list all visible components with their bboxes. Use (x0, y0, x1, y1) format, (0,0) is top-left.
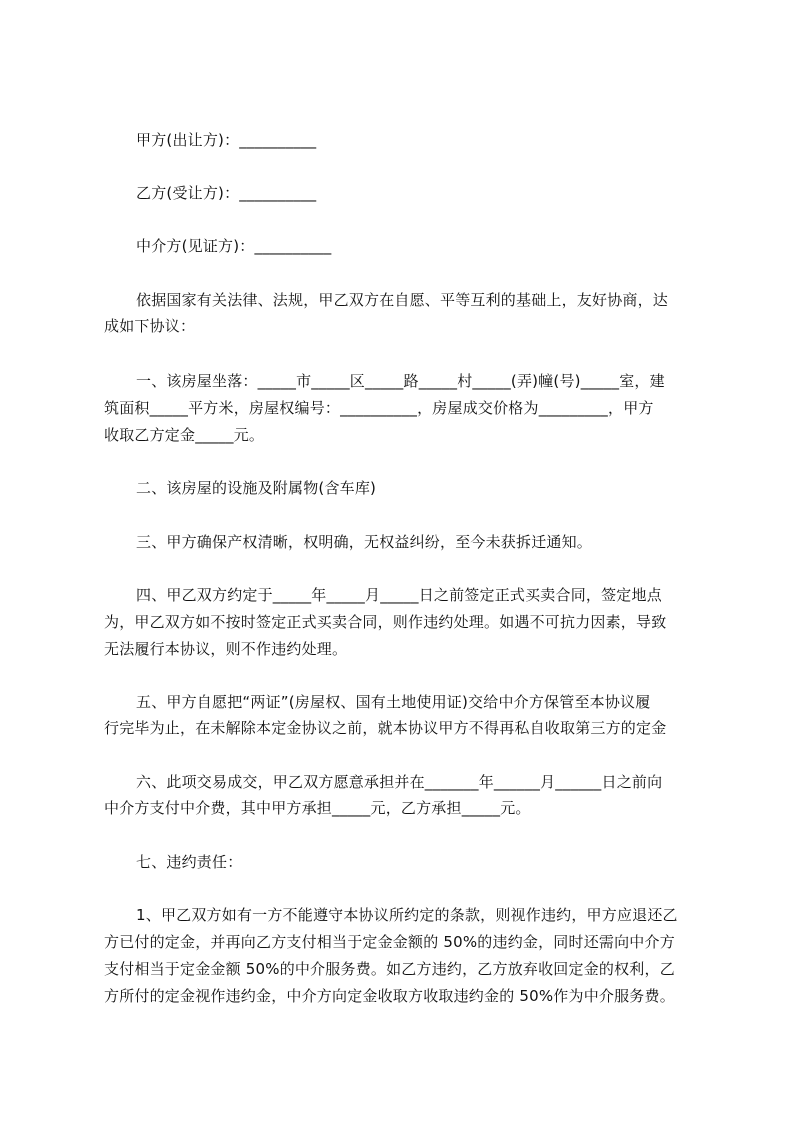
clause-2-line-1: 二、该房屋的设施及附属物(含车库) (136, 479, 377, 497)
clause-1-line-3: 收取乙方定金_____元。 (104, 426, 265, 444)
clause-1-line-2: 筑面积_____平方米，房屋权编号：__________，房屋成交价格为_________，甲方 (104, 399, 654, 417)
clause-3-line-1: 三、甲方确保产权清晰，权明确，无权益纠纷，至今未获拆迁通知。 (136, 533, 593, 551)
clause-4-line-1: 四、甲乙双方约定于_____年_____月_____日之前签定正式买卖合同，签定地点 (136, 586, 662, 604)
clause-5-line-2: 行完毕为止，在未解除本定金协议之前，就本协议甲方不得再私自收取第三方的定金 (104, 719, 667, 737)
intro-line-2: 成如下协议： (104, 317, 196, 335)
agent-line: 中介方(见证方)：__________ (136, 237, 332, 255)
clause-4-line-3: 无法履行本协议，则不作违约处理。 (104, 640, 348, 658)
clause-1-line-1: 一、该房屋坐落：_____市_____区_____路_____村_____(弄)幢(号)_____室，建 (136, 372, 665, 390)
clause-7-item-1-line-2: 方已付的定金，并再向乙方支付相当于定金金额的 50%的违约金，同时还需向中介方 (104, 933, 675, 951)
party-b-line: 乙方(受让方)：__________ (136, 184, 317, 202)
clause-6-line-2: 中介方支付中介费，其中甲方承担_____元，乙方承担_____元。 (104, 799, 531, 817)
intro-line-1: 依据国家有关法律、法规，甲乙双方在自愿、平等互利的基础上，友好协商，达 (136, 291, 669, 309)
party-a-line: 甲方(出让方)：__________ (136, 131, 317, 149)
clause-4-line-2: 为，甲乙双方如不按时签定正式买卖合同，则作违约处理。如遇不可抗力因素，导致 (104, 613, 667, 631)
clause-7-item-1-line-3: 支付相当于定金金额 50%的中介服务费。如乙方违约，乙方放弃收回定金的权利，乙 (104, 960, 675, 978)
clause-7-title: 七、违约责任： (136, 853, 243, 871)
clause-7-item-1-line-1: 1、甲乙双方如有一方不能遵守本协议所约定的条款，则视作违约，甲方应退还乙 (136, 906, 678, 924)
clause-7-item-1-line-4: 方所付的定金视作违约金，中介方向定金收取方收取违约金的 50%作为中介服务费。 (104, 987, 675, 1005)
clause-5-line-1: 五、甲方自愿把“两证”(房屋权、国有土地使用证)交给中介方保管至本协议履 (136, 693, 651, 711)
clause-6-line-1: 六、此项交易成交，甲乙双方愿意承担并在_______年______月______日之前向 (136, 773, 663, 791)
